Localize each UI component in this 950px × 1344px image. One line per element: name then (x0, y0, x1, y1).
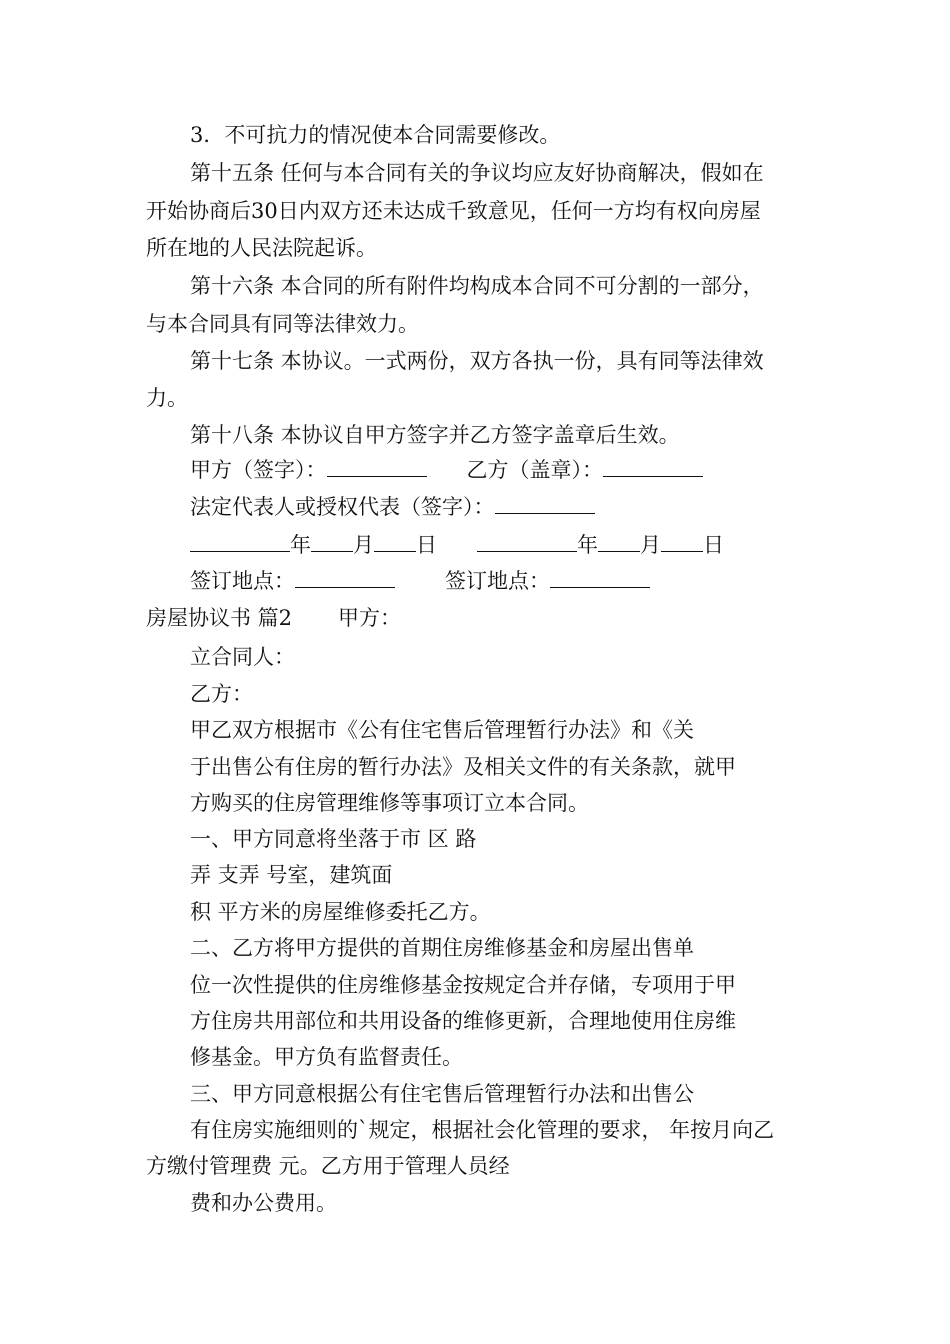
body-line: 弄 支弄 号室，建筑面 (190, 863, 393, 887)
day-blank (374, 531, 416, 552)
day-label: 日 (416, 533, 437, 557)
date-row (190, 531, 724, 559)
clause-17-line: 第十七条 本协议。一式两份，双方各执一份，具有同等法律效 (190, 349, 764, 373)
month-label: 月 (640, 533, 661, 557)
contractor-label: 立合同人： (190, 645, 295, 669)
month-blank (311, 531, 353, 552)
party-b-label: 乙方： (190, 682, 253, 706)
party-b-seal-blank (603, 456, 703, 477)
month-blank (598, 531, 640, 552)
body-line: 位一次性提供的住房维修基金按规定合并存储，专项用于甲 (190, 973, 736, 997)
body-line: 二、乙方将甲方提供的首期住房维修基金和房屋出售单 (190, 936, 694, 960)
clause-16-line: 第十六条 本合同的所有附件均构成本合同不可分割的一部分， (190, 274, 764, 298)
year-blank (190, 531, 290, 552)
year-blank (477, 531, 577, 552)
sign-place-label: 签订地点： (190, 569, 295, 593)
body-line: 修基金。甲方负有监督责任。 (190, 1045, 463, 1069)
party-a-sign-blank (327, 456, 427, 477)
body-line: 于出售公有住房的暂行办法》及相关文件的有关条款，就甲 (190, 755, 736, 779)
sign-place-blank (295, 567, 395, 588)
clause-15-line: 所在地的人民法院起诉。 (146, 236, 377, 260)
clause-18-line: 第十八条 本协议自甲方签字并乙方签字盖章后生效。 (190, 423, 680, 447)
signature-row (190, 456, 703, 484)
clause-17-line: 力。 (146, 386, 188, 410)
body-line: 积 平方米的房屋维修委托乙方。 (190, 900, 491, 924)
body-line: 三、甲方同意根据公有住宅售后管理暂行办法和出售公 (190, 1082, 694, 1106)
sign-place-label: 签订地点： (445, 569, 550, 593)
body-line: 甲乙双方根据市《公有住宅售后管理暂行办法》和《关 (190, 718, 694, 742)
legal-rep-label: 法定代表人或授权代表（签字）： (190, 495, 495, 519)
body-line: 有住房实施细则的`规定，根据社会化管理的要求， 年按月向乙 (190, 1118, 775, 1142)
body-line: 方购买的住房管理维修等事项订立本合同。 (190, 791, 589, 815)
year-label: 年 (577, 533, 598, 557)
clause-15-line: 开始协商后30日内双方还未达成千致意见，任何一方均有权向房屋 (146, 199, 761, 223)
legal-rep-row (190, 493, 595, 521)
sign-place-blank (550, 567, 650, 588)
clause-line: 3．不可抗力的情况使本合同需要修改。 (190, 123, 561, 147)
sign-place-row (190, 567, 650, 595)
section-2-title: 房屋协议书 篇2 (146, 606, 293, 630)
party-a-label: 甲方： (338, 606, 402, 630)
body-line: 费和办公费用。 (190, 1191, 337, 1215)
day-label: 日 (703, 533, 724, 557)
party-b-seal-label: 乙方（盖章）： (466, 458, 603, 482)
body-line: 方缴付管理费 元。乙方用于管理人员经 (146, 1154, 510, 1178)
day-blank (661, 531, 703, 552)
body-line: 一、甲方同意将坐落于市 区 路 (190, 827, 477, 851)
body-line: 方住房共用部位和共用设备的维修更新，合理地使用住房维 (190, 1009, 736, 1033)
legal-rep-blank (495, 493, 595, 514)
clause-15-line: 第十五条 任何与本合同有关的争议均应友好协商解决，假如在 (190, 161, 764, 185)
month-label: 月 (353, 533, 374, 557)
year-label: 年 (290, 533, 311, 557)
section-2-heading-row (146, 604, 401, 632)
clause-16-line: 与本合同具有同等法律效力。 (146, 312, 419, 336)
party-a-sign-label: 甲方（签字）： (190, 458, 327, 482)
